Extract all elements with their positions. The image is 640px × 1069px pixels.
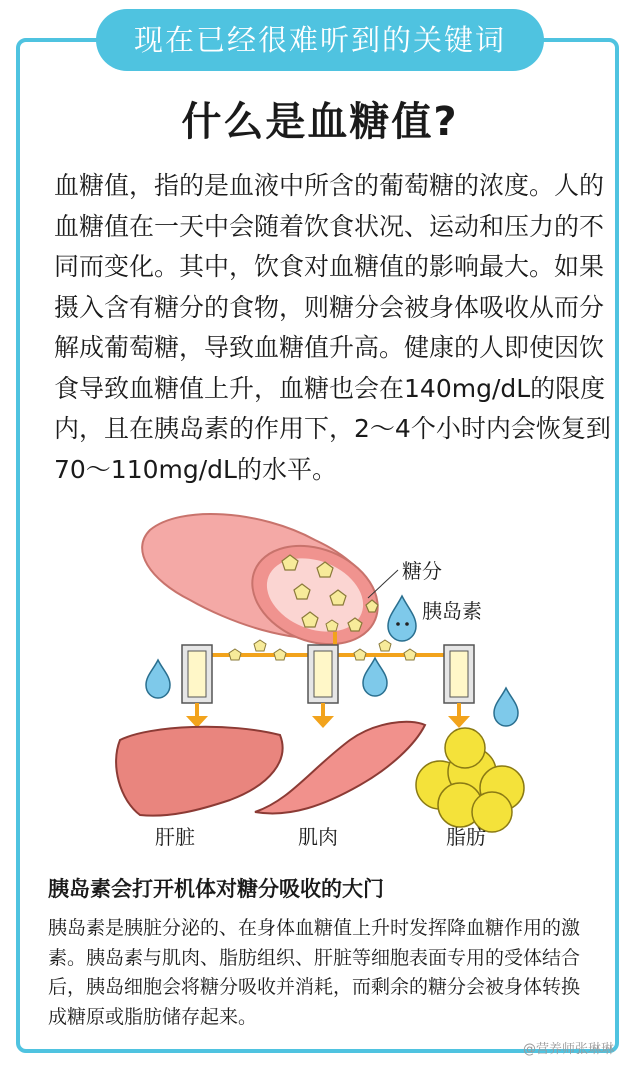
fat-cluster: [416, 728, 524, 832]
cell-door-liver: [182, 645, 212, 728]
cell-door-muscle: [308, 645, 338, 728]
cell-door-fat: [444, 645, 474, 728]
keyword-tag: 现在已经很难听到的关键词: [96, 9, 544, 71]
page-title: 什么是血糖值?: [181, 99, 459, 145]
organ-label-fat: 脂肪: [446, 825, 486, 849]
insulin-illustration: [110, 500, 530, 860]
section-heading: 胰岛素会打开机体对糖分吸收的大门: [48, 877, 384, 901]
sugar-label: 糖分: [402, 559, 442, 583]
blood-vessel: [142, 514, 392, 662]
insulin-drop-icon: [388, 596, 416, 641]
organ-label-liver: 肝脏: [155, 825, 195, 849]
watermark: @营养师张琳琳: [522, 1042, 614, 1057]
section-paragraph: 胰岛素是胰脏分泌的、在身体血糖值上升时发挥降血糖作用的激素。胰岛素与肌肉、脂肪组织、肝脏等细胞表面专用的受体结合后，胰岛细胞会将糖分吸收并消耗，而剩余的糖分会被身体转换成糖原或脂肪储存起来。: [48, 917, 581, 1028]
organ-label-muscle: 肌肉: [298, 825, 338, 849]
intro-paragraph: 血糖值，指的是血液中所含的葡萄糖的浓度。人的血糖值在一天中会随着饮食状况、运动和压力的不同而变化。其中，饮食对血糖值的影响最大。如果摄入含有糖分的食物，则糖分会被身体吸收从而分解成葡萄糖，导致血糖值升高。健康的人即使因饮食导致血糖值上升，血糖也会在140mg/dL的限度内，且在胰岛素的作用下，2〜4个小时内会恢复到70〜110mg/dL的水平。: [54, 171, 611, 484]
insulin-label: 胰岛素: [422, 599, 482, 623]
liver-shape: [116, 727, 282, 816]
